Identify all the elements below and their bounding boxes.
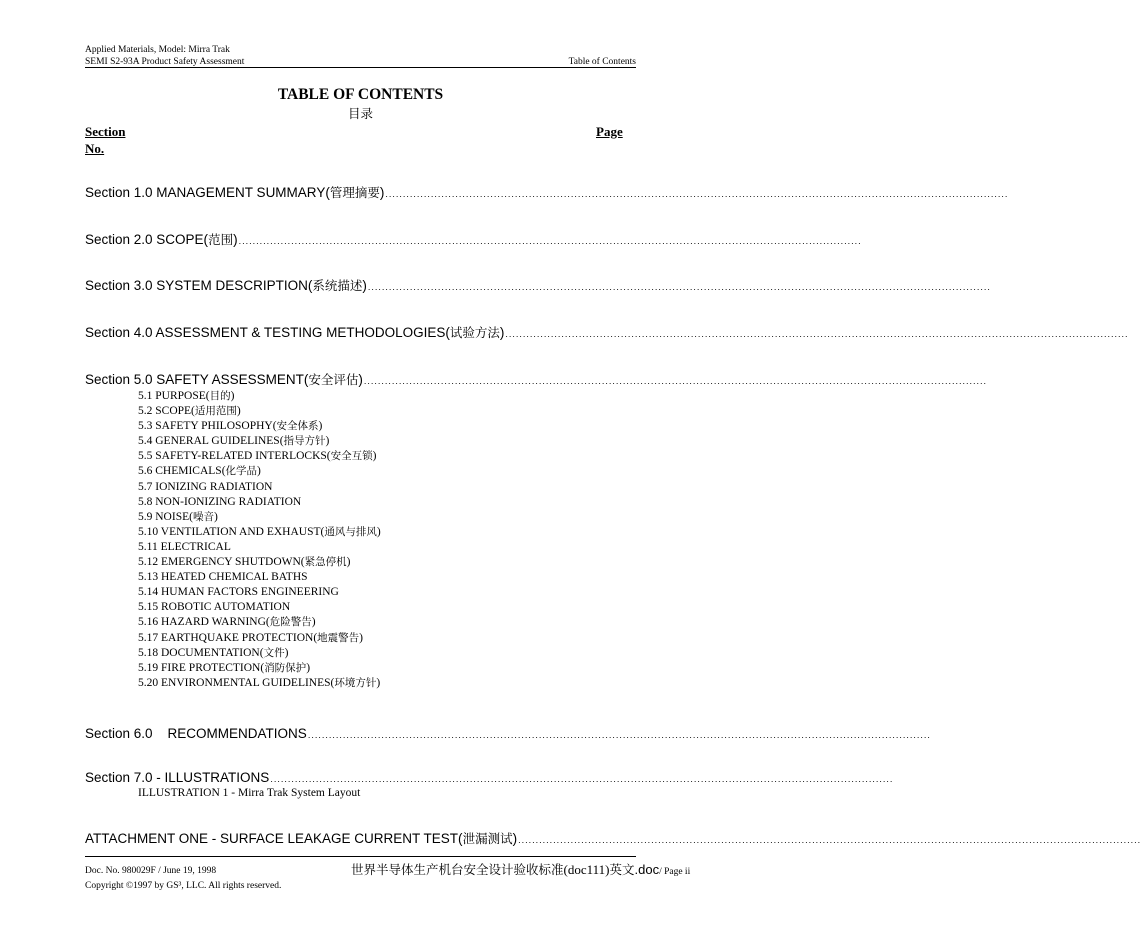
toc-entry-attachment-one[interactable]: ATTACHMENT ONE - SURFACE LEAKAGE CURRENT TEST(泄漏测试) .................................................................................................................................................................................. bbox=[85, 831, 1141, 846]
subsection-item[interactable]: 5.10 VENTILATION AND EXHAUST(通风与排风) bbox=[138, 525, 381, 538]
toc-entry-label: Section 6.0 RECOMMENDATIONS bbox=[85, 726, 307, 741]
section-column-heading-line1: Section bbox=[85, 124, 126, 139]
page-column-heading: Page bbox=[596, 124, 623, 139]
leader-dots: .................................................................................................................................................................................. bbox=[385, 189, 1009, 199]
subsection-item[interactable]: 5.15 ROBOTIC AUTOMATION bbox=[138, 601, 291, 614]
toc-entry-section-5[interactable]: Section 5.0 SAFETY ASSESSMENT(安全评估) .................................................................................................................................................................................. bbox=[85, 372, 987, 387]
leader-dots: .................................................................................................................................................................................. bbox=[238, 236, 862, 246]
toc-entry-cjk: 试验方法 bbox=[449, 325, 500, 340]
toc-entry-label: Section 2.0 SCOPE( bbox=[85, 232, 209, 247]
header-section-name: Table of Contents bbox=[568, 57, 636, 67]
leader-dots: .................................................................................................................................................................................. bbox=[270, 774, 894, 784]
subsection-item[interactable]: 5.8 NON-IONIZING RADIATION bbox=[138, 495, 302, 508]
leader-dots: .................................................................................................................................................................................. bbox=[367, 282, 991, 292]
toc-entry-label: Section 7.0 - ILLUSTRATIONS bbox=[85, 770, 270, 785]
section-column-heading bbox=[85, 123, 125, 157]
footer-page-number: / Page ii bbox=[659, 867, 691, 877]
toc-entry-label: Section 3.0 SYSTEM DESCRIPTION( bbox=[85, 278, 313, 293]
leader-dots: .................................................................................................................................................................................. bbox=[518, 835, 1141, 845]
leader-dots: .................................................................................................................................................................................. bbox=[363, 376, 987, 386]
subsection-item[interactable]: 5.2 SCOPE(适用范围) bbox=[138, 405, 241, 418]
toc-entry-cjk: 管理摘要 bbox=[329, 185, 380, 200]
leader-dots: .................................................................................................................................................................................. bbox=[307, 730, 931, 740]
toc-entry-section-4[interactable]: Section 4.0 ASSESSMENT & TESTING METHODOLOGIES(试验方法) .................................................................................................................................................................................. bbox=[85, 325, 1129, 340]
toc-entry-label: Section 4.0 ASSESSMENT & TESTING METHODOLOGIES( bbox=[85, 325, 450, 340]
footer-doc-number: Doc. No. 980029F / June 19, 1998 bbox=[85, 866, 217, 876]
header-company-model: Applied Materials, Model: Mirra Trak bbox=[85, 45, 230, 55]
toc-entry-section-1[interactable]: Section 1.0 MANAGEMENT SUMMARY(管理摘要) .................................................................................................................................................................................. bbox=[85, 185, 1009, 200]
subsection-item[interactable]: 5.14 HUMAN FACTORS ENGINEERING bbox=[138, 586, 339, 599]
toc-entry-cjk: 泄漏测试 bbox=[462, 831, 513, 846]
leader-dots: .................................................................................................................................................................................. bbox=[505, 329, 1129, 339]
footer-document-title: 世界半导体生产机台安全设计验收标准(doc111)英文.doc/ Page ii bbox=[351, 862, 691, 877]
subsection-item[interactable]: 5.18 DOCUMENTATION(文件) bbox=[138, 646, 289, 659]
subsection-item[interactable]: 5.13 HEATED CHEMICAL BATHS bbox=[138, 571, 308, 584]
subsection-item[interactable]: 5.9 NOISE(噪音) bbox=[138, 510, 218, 523]
page-header bbox=[85, 44, 636, 68]
toc-entry-section-7[interactable] bbox=[85, 770, 894, 785]
toc-entry-label: Section 1.0 MANAGEMENT SUMMARY( bbox=[85, 185, 330, 200]
subsection-item[interactable]: 5.12 EMERGENCY SHUTDOWN(紧急停机) bbox=[138, 556, 351, 569]
subsection-item[interactable]: 5.20 ENVIRONMENTAL GUIDELINES(环境方针) bbox=[138, 676, 381, 689]
page-subtitle: 目录 bbox=[347, 107, 373, 121]
illustration-item[interactable]: ILLUSTRATION 1 - Mirra Trak System Layout bbox=[138, 787, 361, 799]
subsection-item[interactable]: 5.17 EARTHQUAKE PROTECTION(地震警告) bbox=[138, 631, 363, 644]
subsection-item[interactable]: 5.16 HAZARD WARNING(危险警告) bbox=[138, 616, 316, 629]
toc-entry-label: Section 5.0 SAFETY ASSESSMENT( bbox=[85, 372, 309, 387]
page-title: TABLE OF CONTENTS bbox=[277, 86, 444, 103]
subsection-item[interactable]: 5.19 FIRE PROTECTION(消防保护) bbox=[138, 661, 311, 674]
toc-entry-section-2[interactable]: Section 2.0 SCOPE(范围) .................................................................................................................................................................................. bbox=[85, 232, 862, 247]
toc-entry-cjk: 安全评估 bbox=[308, 372, 359, 387]
section-5-subsection-list bbox=[138, 389, 381, 691]
subsection-item[interactable]: 5.11 ELECTRICAL bbox=[138, 540, 231, 553]
subsection-item[interactable]: 5.5 SAFETY-RELATED INTERLOCKS(安全互锁) bbox=[138, 450, 377, 463]
subsection-item[interactable]: 5.7 IONIZING RADIATION bbox=[138, 480, 273, 493]
header-standard: SEMI S2-93A Product Safety Assessment bbox=[85, 57, 245, 67]
toc-entry-section-6[interactable] bbox=[85, 726, 931, 741]
footer-left bbox=[85, 864, 281, 894]
toc-entry-section-3[interactable]: Section 3.0 SYSTEM DESCRIPTION(系统描述) .................................................................................................................................................................................. bbox=[85, 278, 991, 293]
section-column-heading-line2: No. bbox=[85, 141, 105, 156]
subsection-item[interactable]: 5.4 GENERAL GUIDELINES(指导方针) bbox=[138, 435, 330, 448]
footer-rule bbox=[85, 856, 636, 857]
subsection-item[interactable]: 5.6 CHEMICALS(化学品) bbox=[138, 465, 261, 478]
header-rule bbox=[85, 67, 636, 68]
toc-entry-cjk: 范围 bbox=[208, 232, 234, 247]
toc-entry-label: ATTACHMENT ONE - SURFACE LEAKAGE CURRENT TEST( bbox=[85, 831, 463, 846]
footer-copyright: Copyright ©1997 by GS³, LLC. All rights reserved. bbox=[85, 881, 282, 891]
subsection-item[interactable]: 5.3 SAFETY PHILOSOPHY(安全体系) bbox=[138, 420, 323, 433]
toc-entry-cjk: 系统描述 bbox=[312, 278, 363, 293]
subsection-item[interactable]: 5.1 PURPOSE(目的) bbox=[138, 390, 235, 402]
